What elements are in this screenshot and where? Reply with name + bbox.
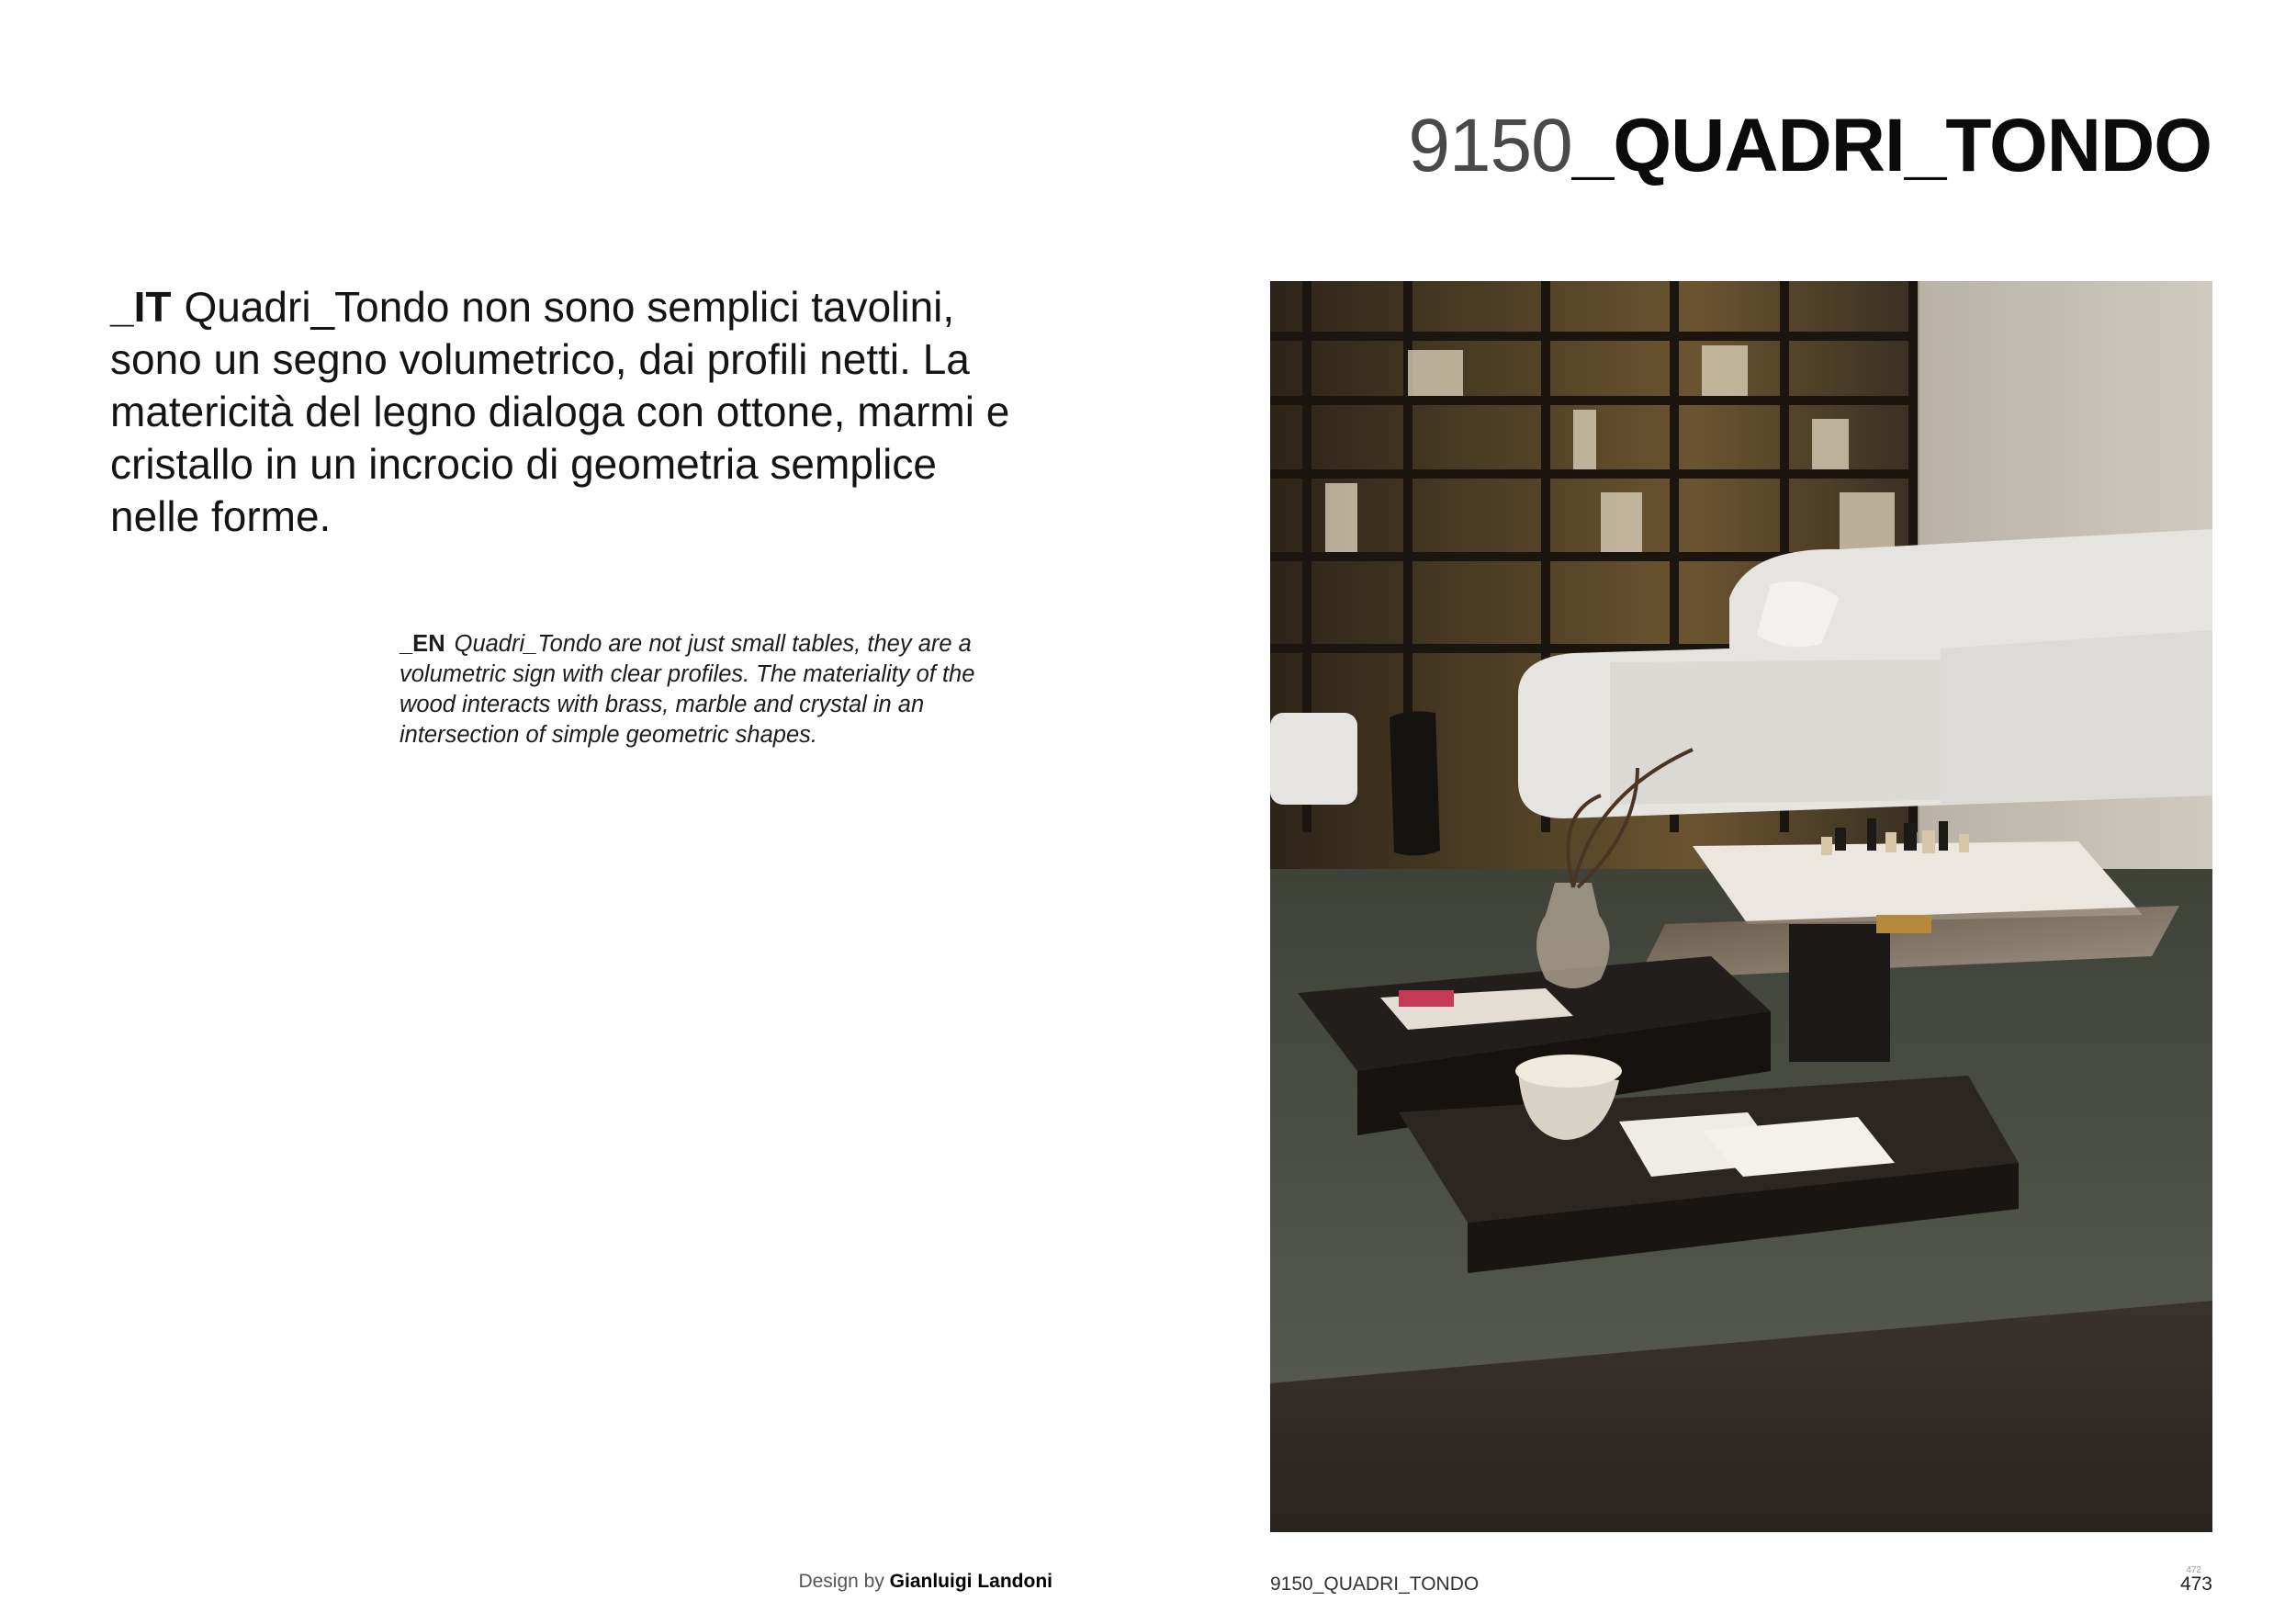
- italian-text: Quadri_Tondo non sono semplici tavolini, sono un segno volumetrico, dai profili netti. La matericità del legno dialoga con ottone, marmi e cristallo in un incrocio di geometria semplice nelle forme.: [110, 283, 1010, 540]
- english-description: [400, 629, 1015, 750]
- product-title: [1408, 104, 2212, 187]
- designer-name: Gianluigi Landoni: [889, 1571, 1052, 1592]
- page-number: 473: [2179, 1573, 2212, 1595]
- facing-page-number: 472: [2186, 1565, 2201, 1575]
- italian-description: [110, 281, 1029, 543]
- product-code: 9150: [1408, 104, 1572, 187]
- credit-prefix: Design by: [798, 1571, 884, 1592]
- english-tag: _EN: [400, 631, 445, 657]
- designer-credit: [0, 1571, 1052, 1593]
- product-photo-illustration: [1270, 281, 2212, 1532]
- product-photo: [1270, 281, 2212, 1532]
- product-name: _QUADRI_TONDO: [1571, 104, 2212, 187]
- footer-product-name: 9150_QUADRI_TONDO: [1270, 1573, 1480, 1595]
- italian-tag: _IT: [110, 283, 172, 331]
- english-text: Quadri_Tondo are not just small tables, they are a volumetric sign with clear profiles. The materiality of the wood interacts with brass, marble and crystal in an intersection of simple geometric shapes.: [400, 631, 975, 748]
